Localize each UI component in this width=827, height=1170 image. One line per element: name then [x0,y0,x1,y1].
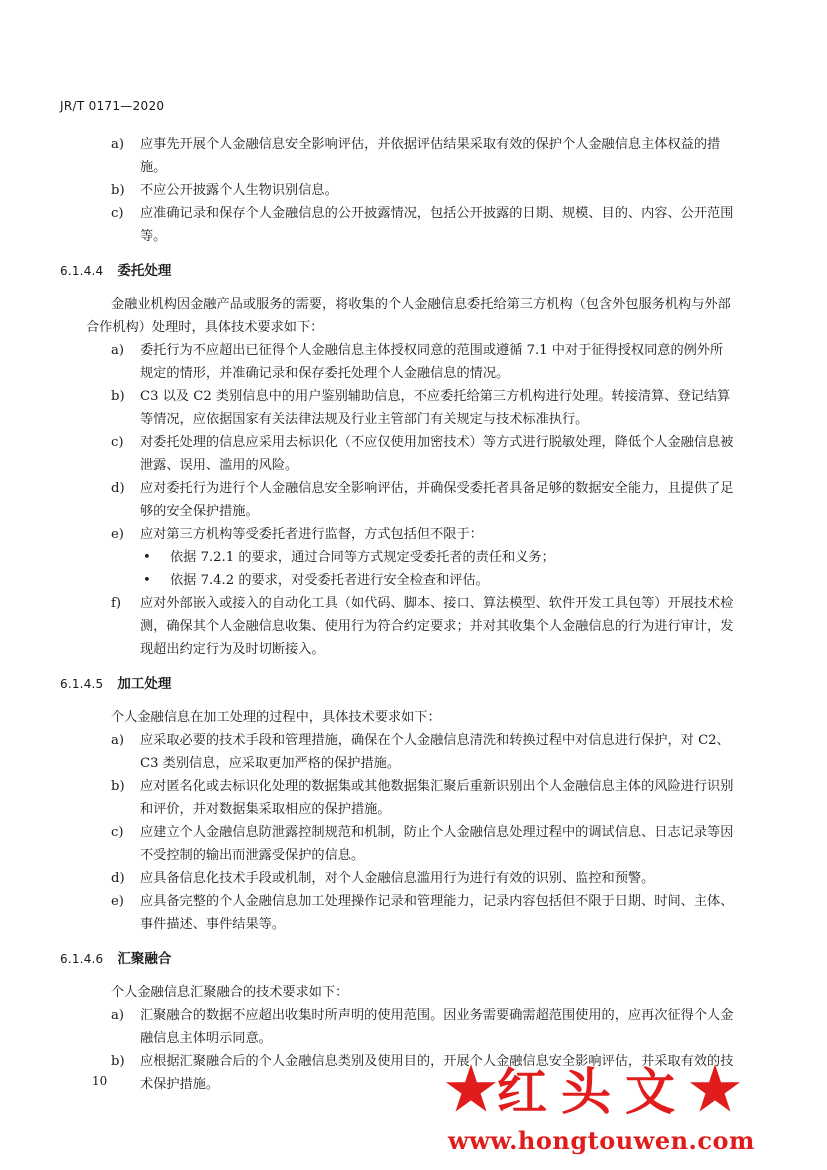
list-item [0,431,827,477]
section-number: 6.1.4.6 [60,952,104,966]
item-label: d) [111,481,125,496]
item-label: a) [111,733,125,748]
section-heading-6145 [0,673,827,696]
list-item [0,890,827,936]
bullet-text: 依据 7.2.1 的要求，通过合同等方式规定受委托者的责任和义务； [170,550,555,565]
section-title: 加工处理 [117,676,172,692]
bullet-item [0,569,827,592]
item-label: b) [111,389,125,404]
item-text: 应对第三方机构等受委托者进行监督，方式包括但不限于： [140,527,483,542]
item-text: 对委托处理的信息应采用去标识化（不应仅使用加密技术）等方式进行脱敏处理，降低个人金融信息被泄露、误用、滥用的风险。 [140,435,734,473]
list-item [0,523,827,546]
section-title: 汇聚融合 [117,951,172,967]
list-item [0,339,827,385]
item-label: c) [111,825,124,840]
section-number: 6.1.4.4 [60,264,104,278]
list-item [0,821,827,867]
section-intro: 个人金融信息汇聚融合的技术要求如下： [111,985,349,1000]
page-number: 10 [92,1074,108,1088]
item-label: b) [111,779,125,794]
list-item [0,775,827,821]
section-number: 6.1.4.5 [60,677,104,691]
item-text: 应对匿名化或去标识化处理的数据集或其他数据集汇聚后重新识别出个人金融信息主体的风险进行识别和评价，并对数据集采取相应的保护措施。 [140,779,734,817]
bullet-icon: • [143,550,151,565]
item-text: 应具备信息化技术手段或机制，对个人金融信息滥用行为进行有效的识别、监控和预警。 [140,871,655,886]
item-text: 应根据汇聚融合后的个人金融信息类别及使用目的，开展个人金融信息安全影响评估，并采取有效的技术保护措施。 [140,1054,734,1092]
item-text: 委托行为不应超出已征得个人金融信息主体授权同意的范围或遵循 7.1 中对于征得授权同意的例外所规定的情形，并准确记录和保存委托处理个人金融信息的情况。 [140,343,724,381]
document-code: JR/T 0171—2020 [60,99,165,113]
item-text: 应建立个人金融信息防泄露控制规范和机制，防止个人金融信息处理过程中的调试信息、日志记录等因不受控制的输出而泄露受保护的信息。 [140,825,734,863]
list-item [0,133,827,179]
list-item [0,1004,827,1050]
list-item [0,179,827,202]
list-item [0,867,827,890]
bullet-item [0,546,827,569]
section-intro: 金融业机构因金融产品或服务的需要，将收集的个人金融信息委托给第三方机构（包含外包服务机构与外部合作机构）处理时，具体技术要求如下： [86,297,731,335]
item-label: c) [111,435,124,450]
item-text: 应具备完整的个人金融信息加工处理操作记录和管理能力，记录内容包括但不限于日期、时间、主体、事件描述、事件结果等。 [140,894,734,932]
item-label: b) [111,183,125,198]
watermark-url: www.hongtouwen.com [448,1126,755,1155]
item-label: a) [111,343,125,358]
item-text: 应事先开展个人金融信息安全影响评估，并依据评估结果采取有效的保护个人金融信息主体权益的措施。 [140,137,721,175]
item-text: 应采取必要的技术手段和管理措施，确保在个人金融信息清洗和转换过程中对信息进行保护，对 C2、C3 类别信息，应采取更加严格的保护措施。 [140,733,730,771]
star-icon: ★ [445,1055,497,1123]
page-content [0,133,827,1096]
disclosure-list [0,133,827,248]
list-item [0,202,827,248]
item-label: c) [111,206,124,221]
item-label: d) [111,871,125,886]
item-text: 应对外部嵌入或接入的自动化工具（如代码、脚本、接口、算法模型、软件开发工具包等）开展技术检测，确保其个人金融信息收集、使用行为符合约定要求；并对其收集个人金融信息的行为进行审计，发现超出约定行为及时切断接入。 [140,596,734,657]
watermark-text: 红头文 [497,1062,689,1121]
item-text: 应对委托行为进行个人金融信息安全影响评估，并确保受委托者具备足够的数据安全能力，且提供了足够的安全保护措施。 [140,481,734,519]
item-label: e) [111,527,124,542]
item-text: 应准确记录和保存个人金融信息的公开披露情况，包括公开披露的日期、规模、目的、内容、公开范围等。 [140,206,734,244]
watermark-logo [445,1052,741,1124]
item-label: f) [111,596,122,611]
item-text: 汇聚融合的数据不应超出收集时所声明的使用范围。因业务需要确需超范围使用的，应再次征得个人金融信息主体明示同意。 [140,1008,734,1046]
section-heading-6144 [0,260,827,283]
list-item [0,477,827,523]
section-title: 委托处理 [117,263,172,279]
star-icon: ★ [689,1055,741,1123]
item-text: C3 以及 C2 类别信息中的用户鉴别辅助信息，不应委托给第三方机构进行处理。转接清算、登记结算等情况，应依据国家有关法律法规及行业主管部门有关规定与技术标准执行。 [140,389,731,427]
item-text: 不应公开披露个人生物识别信息。 [140,183,338,198]
list-item [0,385,827,431]
item-label: e) [111,894,124,909]
bullet-text: 依据 7.4.2 的要求，对受委托者进行安全检查和评估。 [170,573,489,588]
list-item [0,592,827,661]
list-item [0,729,827,775]
section-intro: 个人金融信息在加工处理的过程中，具体技术要求如下： [111,710,441,725]
item-label: a) [111,137,125,152]
bullet-icon: • [143,573,151,588]
item-label: b) [111,1054,125,1069]
section-heading-6146 [0,948,827,971]
item-label: a) [111,1008,125,1023]
